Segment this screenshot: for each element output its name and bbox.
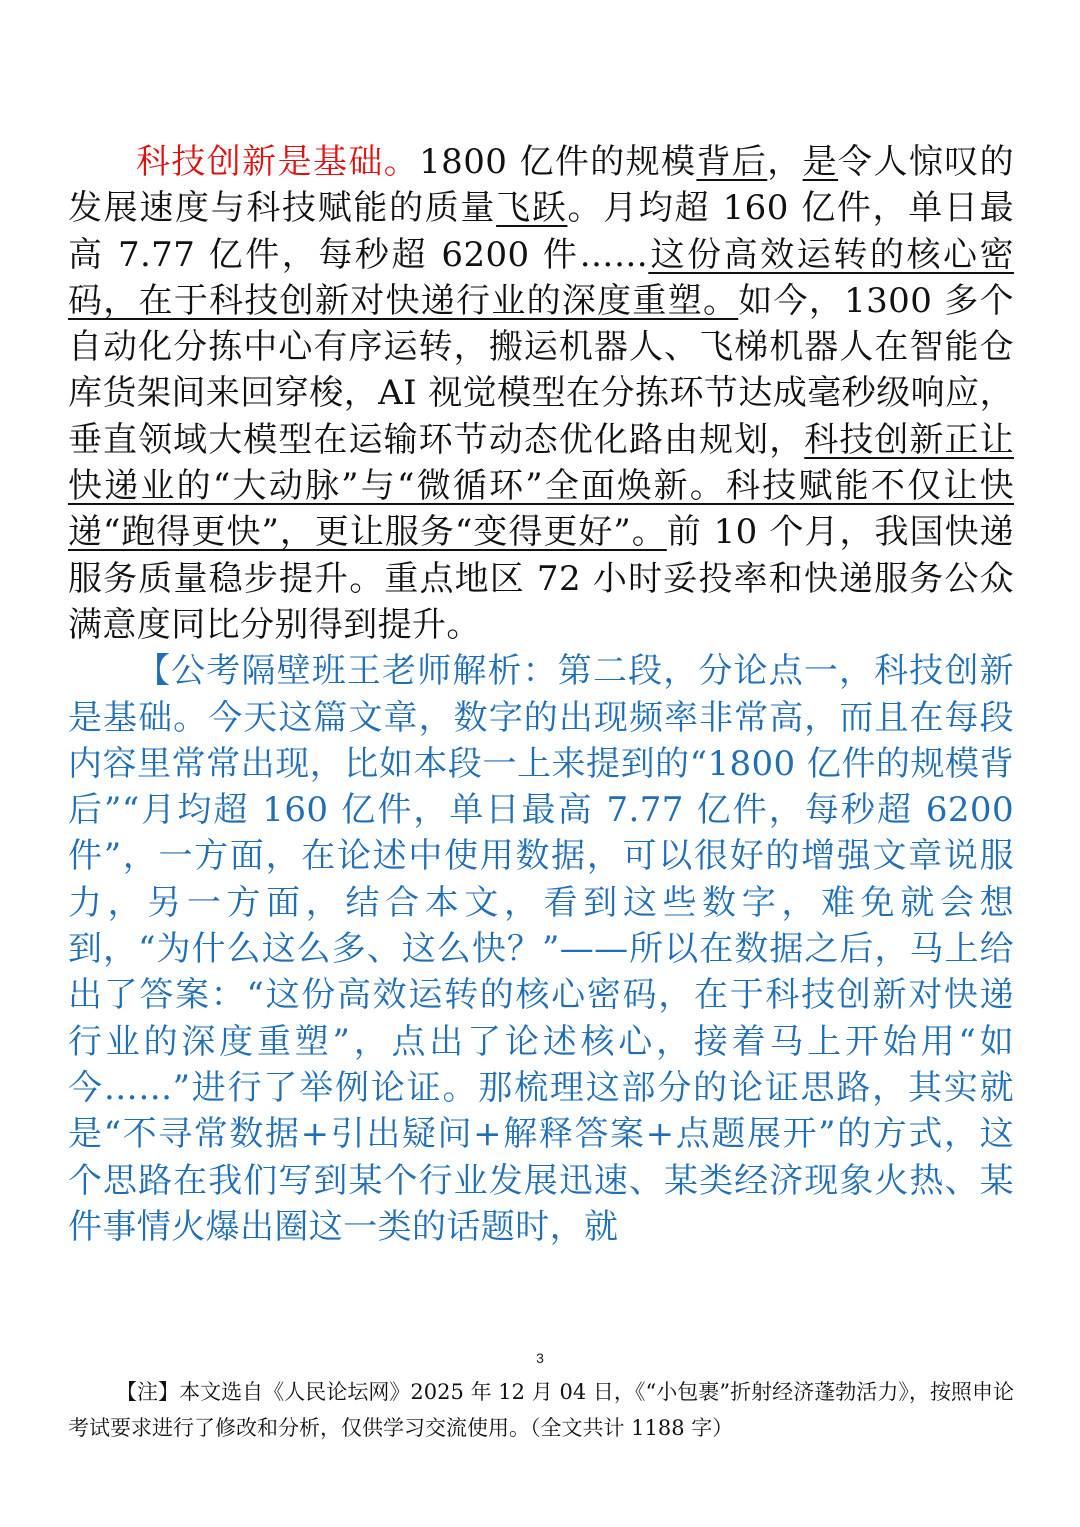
subpoint-heading: 科技创新是基础。 (136, 142, 420, 182)
underlined-text: 飞跃 (496, 188, 568, 229)
underlined-text: 是 (802, 142, 839, 182)
teacher-analysis: 【公考隔壁班王老师解析：第二段，分论点一，科技创新是基础。今天这篇文章，数字的出现频率非常高，而且在每段内容里常常出现，比如本段一上来提到的“1800 亿件的规模背后”“月均超 160 亿件，单日最高 7.77 亿件，每秒超 6200 件”，一方面，在论述中使用数据，可以很好的增强文章说服力，另一方面，结合本文，看到这些数字，难免就会想到，“为什么这么多、这么快？”——所以在数据之后，马上给出了答案：“这份高效运转的核心密码，在于科技创新对快递行业的深度重塑”，点出了论述核心，接着马上开始用“如今……”进行了举例论证。那梳理这部分的论证思路，其实就是“不寻常数据+引出疑问+解释答案+点题展开”的方式，这个思路在我们写到某个行业发展迅速、某类经济现象火热、某件事情火爆出圈这一类的话题时，就 (68, 651, 1014, 1247)
text-segment: 。月均超 160 亿件，单日最高 7.77 亿件，每秒超 6200 件…… (68, 188, 1014, 275)
underlined-key-sentence: 这份高效运转的核心密码，在于科技创新对快递行业的深度重塑。 (68, 234, 1015, 321)
underlined-key-sentence: 科技创新正让快递业的“大动脉”与“微循环”全面焕新。科技赋能不仅让快递“跑得更快”，更让服务“变得更好”。 (68, 419, 1014, 553)
paragraph-main (68, 139, 1014, 648)
page-number: 3 (536, 1350, 544, 1366)
text-segment: 前 10 个月，我国快递服务质量稳步提升。重点地区 72 小时妥投率和快递服务公众满意度同比分别得到提升。 (68, 512, 1014, 645)
text-segment: ， (767, 142, 803, 182)
text-segment: 令人惊叹的发展速度与科技赋能的质量 (68, 142, 1015, 229)
footnote: 【注】本文选自《人民论坛网》2025 年 12 月 04 日，《“小包裹”折射经济蓬勃活力》，按照申论考试要求进行了修改和分析，仅供学习交流使用。（全文共计 1188 字） (68, 1380, 1014, 1440)
text-segment: 1800 亿件的规模 (419, 142, 697, 182)
underlined-text: 背后 (696, 142, 768, 182)
article-body (68, 139, 1014, 1250)
text-segment: 如今，1300 多个自动化分拣中心有序运转，搬运机器人、飞梯机器人在智能仓库货架间来回穿梭，AI 视觉模型在分拣环节达成毫秒级响应，垂直领域大模型在运输环节动态优化路由规划， (68, 280, 1014, 460)
